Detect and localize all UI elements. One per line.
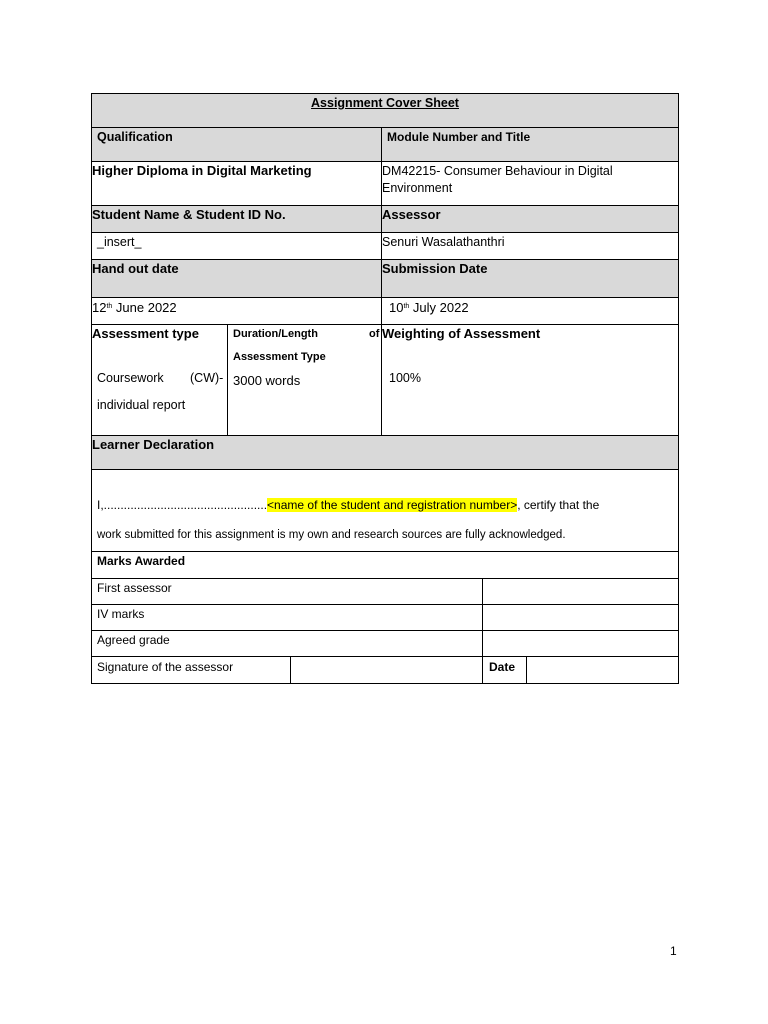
divider (92, 656, 678, 657)
weighting-label: Weighting of Assessment (382, 326, 541, 341)
qualification-label: Qualification (97, 130, 173, 144)
divider (92, 604, 678, 605)
declaration-line2: work submitted for this assignment is my own and research sources are fully acknowledged. (97, 529, 566, 541)
divider (92, 161, 678, 162)
declaration-line1 (97, 497, 599, 513)
divider (92, 297, 678, 298)
signature-label: Signature of the assessor (97, 660, 234, 674)
handout-value (92, 300, 177, 316)
divider (227, 324, 228, 435)
assessment-type-value-b: (CW)- (190, 371, 224, 385)
divider (290, 656, 291, 684)
handout-label: Hand out date (92, 261, 179, 276)
module-value-line1: DM42215- Consumer Behaviour in Digital (382, 164, 613, 178)
duration-label-line2: Assessment Type (233, 351, 326, 363)
divider (92, 578, 678, 579)
divider (92, 127, 678, 128)
marks-awarded-label: Marks Awarded (97, 554, 186, 568)
assessor-value: Senuri Wasalathanthri (382, 235, 505, 249)
student-value: _insert_ (97, 235, 142, 249)
handout-suffix: th (106, 303, 113, 310)
submission-label: Submission Date (382, 261, 488, 276)
module-value-line2: Environment (382, 181, 453, 195)
declaration-highlight: <name of the student and registration number> (267, 498, 518, 512)
divider (92, 259, 678, 260)
divider (92, 205, 678, 206)
assessor-label: Assessor (382, 207, 441, 222)
date-label: Date (489, 660, 516, 674)
handout-rest: June 2022 (112, 300, 177, 315)
divider (92, 324, 678, 325)
assessment-type-value-line2: individual report (97, 398, 186, 412)
submission-value (389, 300, 469, 316)
divider (92, 435, 678, 436)
divider (526, 656, 527, 684)
divider (92, 469, 678, 470)
first-assessor-label: First assessor (97, 581, 172, 595)
submission-rest: July 2022 (409, 300, 469, 315)
qualification-value: Higher Diploma in Digital Marketing (92, 163, 312, 178)
declaration-prefix: I,................................................. (97, 498, 268, 512)
student-label: Student Name & Student ID No. (92, 207, 286, 222)
iv-marks-label: IV marks (97, 607, 145, 621)
agreed-grade-label: Agreed grade (97, 633, 170, 647)
page-title: Assignment Cover Sheet (311, 96, 459, 110)
divider (482, 578, 483, 684)
duration-value: 3000 words (233, 373, 301, 388)
duration-label-of: of (369, 328, 380, 340)
duration-label-line1: Duration/Length (233, 328, 318, 340)
submission-day: 10 (389, 300, 404, 315)
weighting-value: 100% (389, 371, 421, 385)
declaration-suffix: , certify that the (517, 498, 600, 512)
divider (92, 551, 678, 552)
assessment-type-value-a: Coursework (97, 371, 164, 385)
divider (92, 232, 678, 233)
assessment-type-label: Assessment type (92, 326, 199, 341)
page-number: 1 (670, 944, 677, 958)
declaration-label: Learner Declaration (92, 437, 215, 452)
handout-day: 12 (92, 300, 107, 315)
divider (92, 630, 678, 631)
submission-suffix: th (403, 303, 410, 310)
module-label: Module Number and Title (387, 130, 531, 144)
